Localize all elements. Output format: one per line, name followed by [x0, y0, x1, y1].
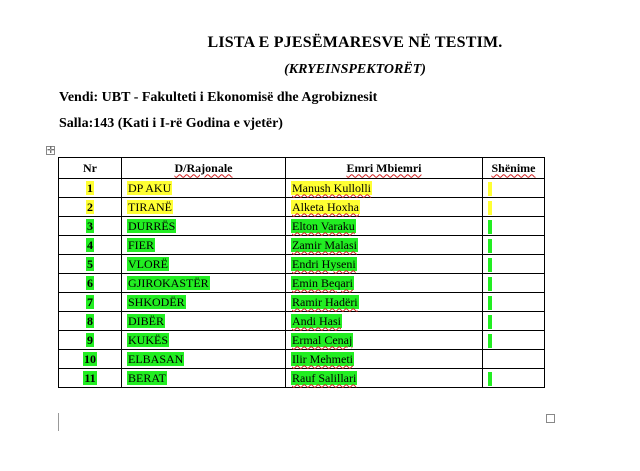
table-row: [59, 312, 545, 331]
region-cell: ELBASAN: [122, 350, 286, 369]
name-cell: Ilir Mehmeti: [286, 350, 483, 369]
name-cell: Andi Hasi: [286, 312, 483, 331]
region-cell: DIBËR: [122, 312, 286, 331]
notes-cell: [483, 198, 545, 217]
note-highlight-mark: [488, 182, 492, 196]
notes-cell: [483, 350, 545, 369]
table-row: [59, 369, 545, 388]
name-cell: Rauf Salillari: [286, 369, 483, 388]
attendance-table: [58, 157, 545, 388]
note-highlight-mark: [488, 277, 492, 291]
name-cell: Endri Hyseni: [286, 255, 483, 274]
name-cell: Manush Kullolli: [286, 179, 483, 198]
notes-cell: [483, 293, 545, 312]
column-header-nr: Nr: [59, 158, 122, 179]
note-highlight-mark: [488, 239, 492, 253]
row-number: 9: [59, 331, 122, 350]
region-cell: DP AKU: [122, 179, 286, 198]
table-row: [59, 179, 545, 198]
table-row: [59, 350, 545, 369]
resize-handle-icon[interactable]: [546, 414, 555, 423]
four-arrows-icon[interactable]: ✛: [47, 146, 55, 156]
note-highlight-mark: [488, 296, 492, 310]
notes-cell: [483, 179, 545, 198]
margin-marker: [58, 413, 59, 431]
row-number: 10: [59, 350, 122, 369]
region-cell: BERAT: [122, 369, 286, 388]
row-number: 11: [59, 369, 122, 388]
note-highlight-mark: [488, 258, 492, 272]
notes-cell: [483, 369, 545, 388]
note-highlight-mark: [488, 372, 492, 386]
name-cell: Emin Beqari: [286, 274, 483, 293]
column-header-region: D/Rajonale: [122, 158, 286, 179]
name-cell: Ermal Cenaj: [286, 331, 483, 350]
table-row: [59, 198, 545, 217]
row-number: 1: [59, 179, 122, 198]
note-highlight-mark: [488, 220, 492, 234]
region-cell: DURRËS: [122, 217, 286, 236]
note-highlight-mark: [488, 334, 492, 348]
row-number: 3: [59, 217, 122, 236]
row-number: 7: [59, 293, 122, 312]
document-subtitle: (KRYEINSPEKTORËT): [284, 62, 426, 77]
room-line: Salla:143 (Kati i I-rë Godina e vjetër): [59, 116, 283, 131]
region-cell: KUKËS: [122, 331, 286, 350]
note-highlight-mark: [488, 315, 492, 329]
table-row: [59, 236, 545, 255]
row-number: 2: [59, 198, 122, 217]
table-row: [59, 255, 545, 274]
region-cell: VLORË: [122, 255, 286, 274]
notes-cell: [483, 255, 545, 274]
name-cell: Zamir Malasi: [286, 236, 483, 255]
row-number: 6: [59, 274, 122, 293]
notes-cell: [483, 217, 545, 236]
notes-cell: [483, 331, 545, 350]
table-row: [59, 274, 545, 293]
table-header-row: [59, 158, 545, 179]
notes-cell: [483, 312, 545, 331]
column-header-name: Emri Mbiemri: [286, 158, 483, 179]
table-body: [59, 179, 545, 388]
notes-cell: [483, 236, 545, 255]
venue-line: Vendi: UBT - Fakulteti i Ekonomisë dhe Agrobiznesit: [59, 90, 378, 105]
table-row: [59, 217, 545, 236]
row-number: 4: [59, 236, 122, 255]
region-cell: SHKODËR: [122, 293, 286, 312]
column-header-notes: Shënime: [483, 158, 545, 179]
notes-cell: [483, 274, 545, 293]
table-row: [59, 293, 545, 312]
document-title: LISTA E PJESËMARESVE NË TESTIM.: [207, 34, 503, 51]
region-cell: TIRANË: [122, 198, 286, 217]
name-cell: Ramir Hadëri: [286, 293, 483, 312]
region-cell: GJIROKASTËR: [122, 274, 286, 293]
row-number: 8: [59, 312, 122, 331]
name-cell: Alketa Hoxha: [286, 198, 483, 217]
table-row: [59, 331, 545, 350]
note-highlight-mark: [488, 201, 492, 215]
region-cell: FIER: [122, 236, 286, 255]
row-number: 5: [59, 255, 122, 274]
name-cell: Elton Varaku: [286, 217, 483, 236]
